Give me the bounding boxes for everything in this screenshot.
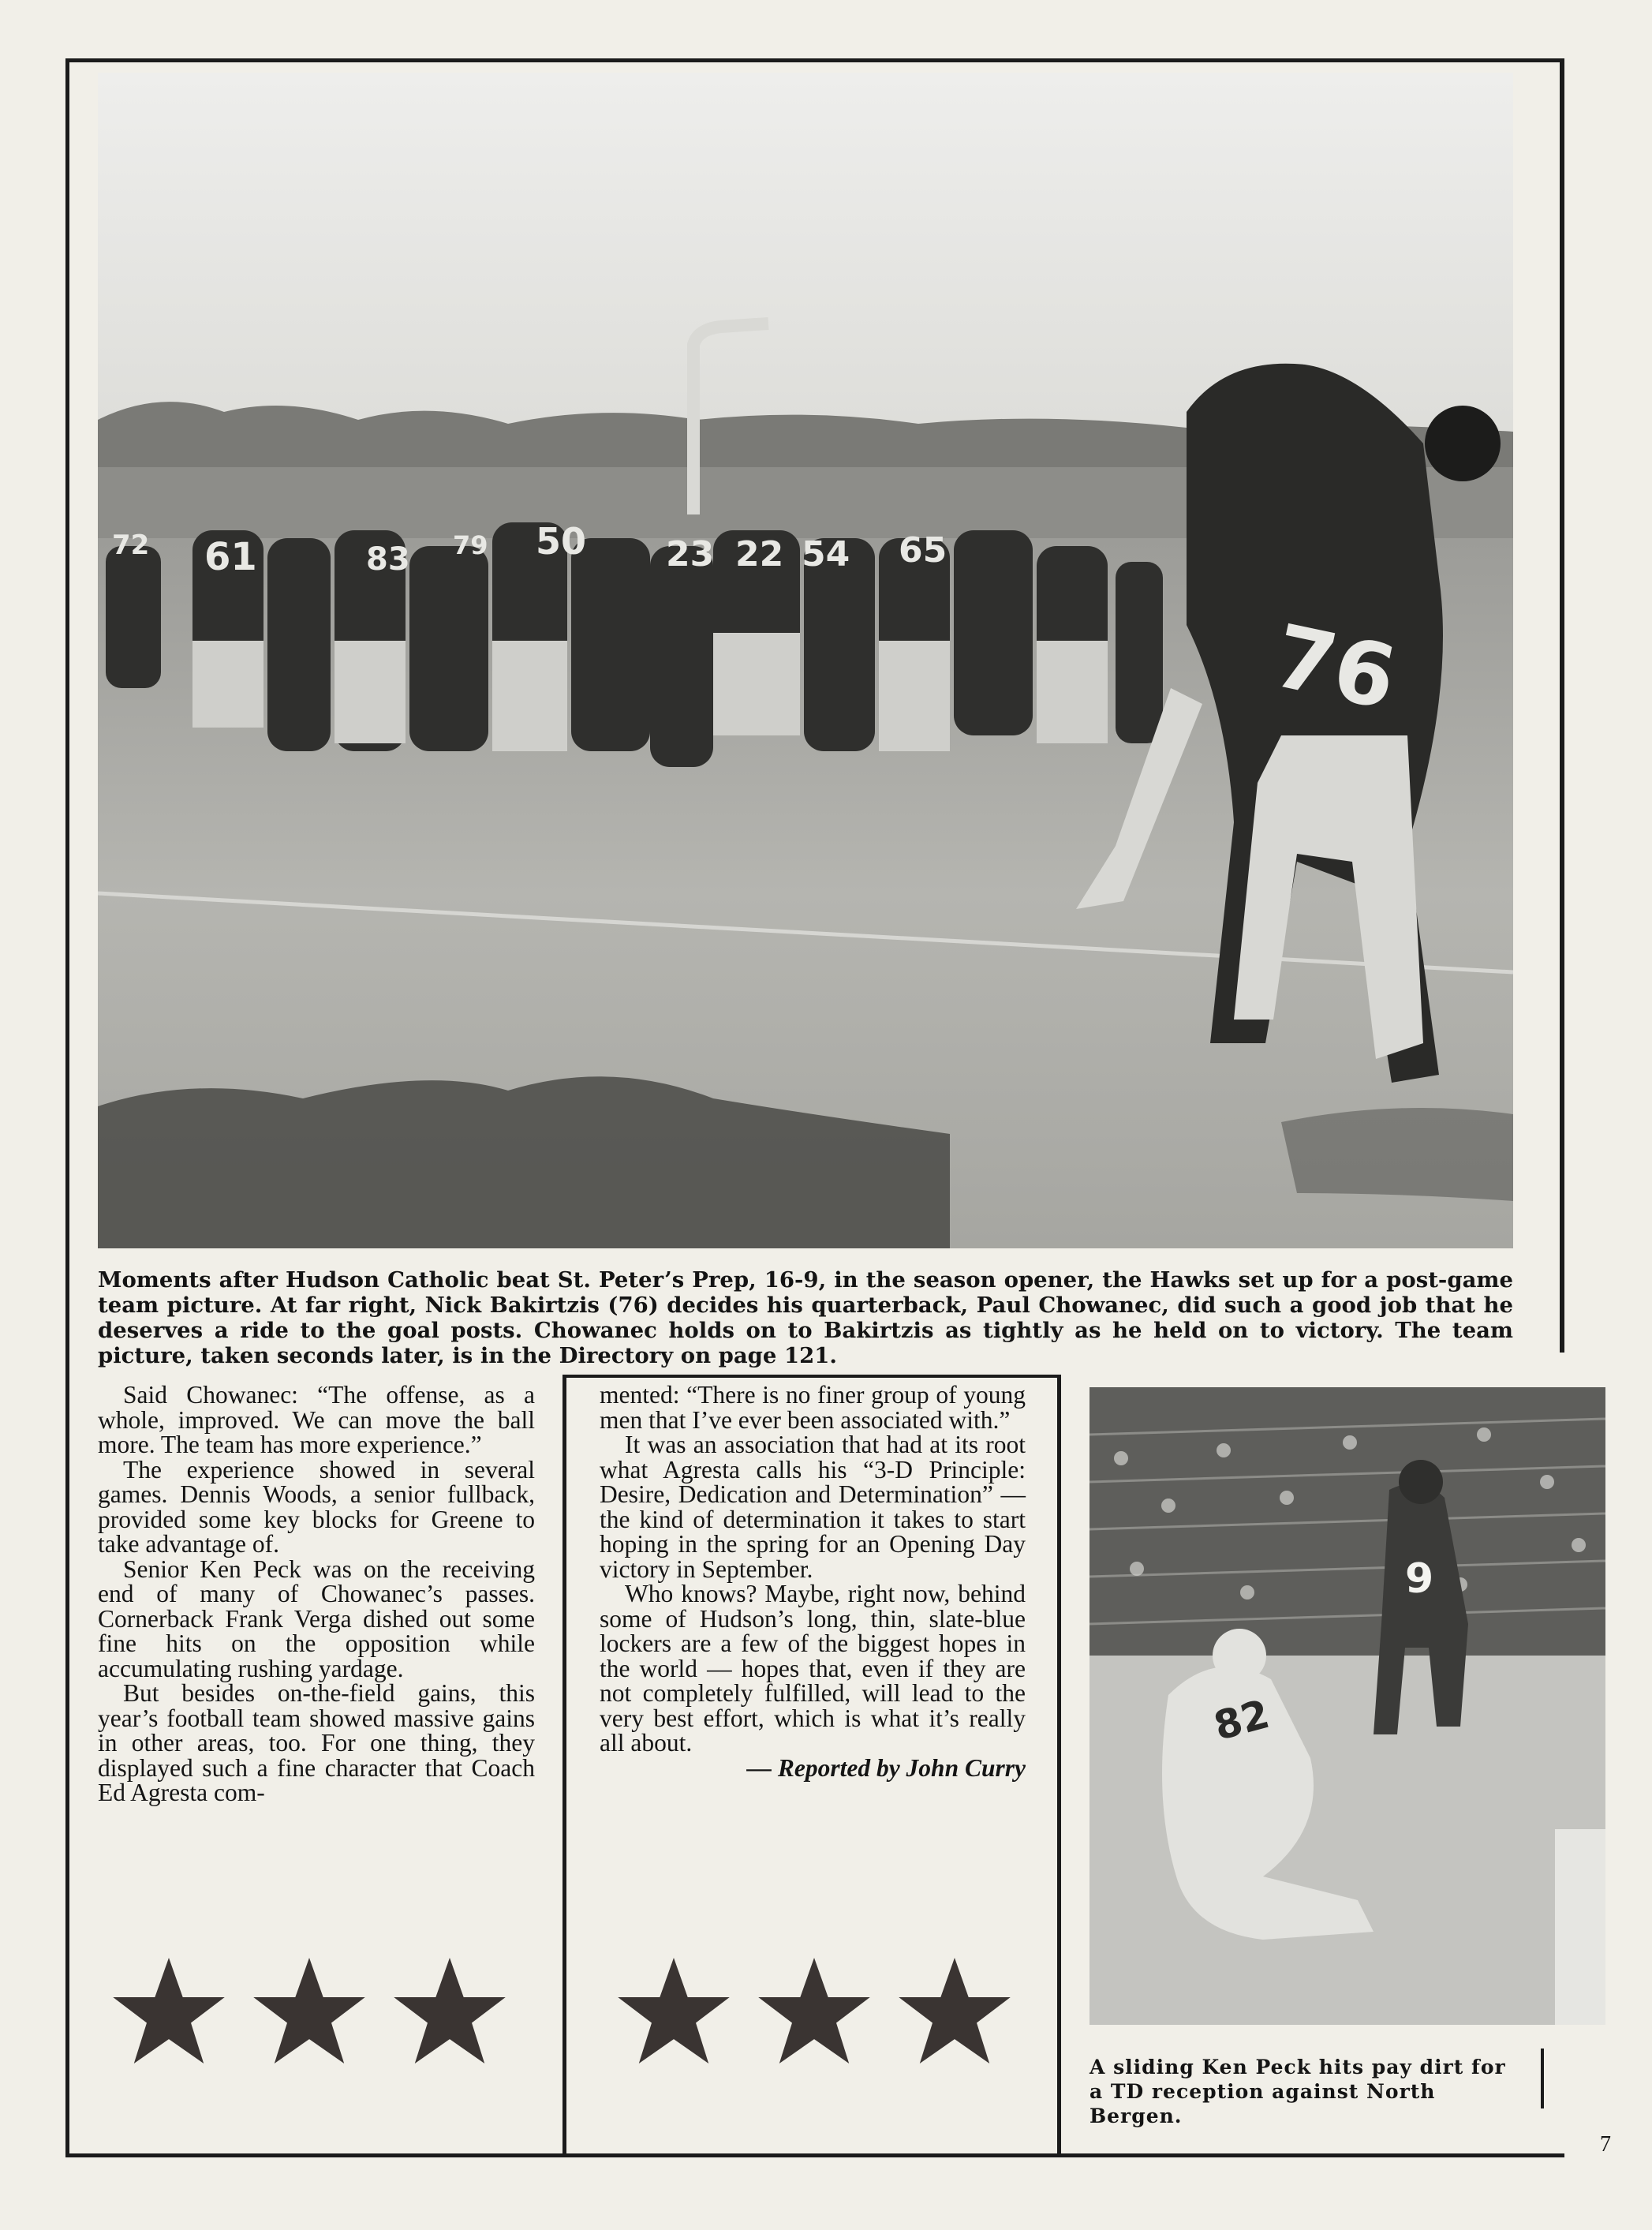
jersey-76: 76 (1265, 605, 1405, 730)
paragraph: mented: “There is no finer group of young men that I’ve ever been associated with.” (600, 1381, 1026, 1434)
paragraph: Senior Ken Peck was on the receiving end of many of Chowanec’s passes. Cornerback Frank Verga dished out some fine hits on the opposition while accumulating rushing yardage. (98, 1555, 535, 1682)
jersey-61: 61 (204, 535, 257, 579)
jersey-23: 23 (666, 534, 715, 574)
paragraph: Who knows? Maybe, right now, behind some of Hudson’s long, thin, slate-blue lockers are a few of the biggest hopes in the world — hopes that, even if they are not completely fulfilled, will lead to the very best effort, which is what it’s really all about. (600, 1580, 1026, 1757)
column-top-rule (563, 1375, 1061, 1378)
star-icon (251, 1955, 368, 2066)
jersey-54: 54 (802, 534, 850, 574)
frame-rule-right (1560, 58, 1564, 1353)
main-photo-caption: Moments after Hudson Catholic beat St. Peter’s Prep, 16-9, in the season opener, the Hawks set up for a post-game team picture. At far right, Nick Bakirtzis (76) decides his quarterback, Paul Chowanec, did such a good job that he deserves a ride to the goal posts. Chowanec holds on to Bakirtzis as tightly as he held on to victory. The team picture, taken seconds later, is in the Directory on page 121. (98, 1267, 1513, 1368)
main-photo-image (98, 73, 1513, 1248)
paragraph: The experience showed in several games. Dennis Woods, a senior fullback, provided some key blocks for Greene to take advantage of. (98, 1455, 535, 1558)
jersey-9: 9 (1405, 1555, 1434, 1603)
star-ornament-left (110, 1955, 508, 2066)
paragraph: But besides on-the-field gains, this year’s football team showed massive gains in other areas, too. For one thing, they displayed such a fine character that Coach Ed Agresta com- (98, 1679, 535, 1806)
paragraph: Said Chowanec: “The offense, as a whole, improved. We can move the ball more. The team has more experience.” (98, 1381, 535, 1458)
jersey-82: 82 (1209, 1690, 1274, 1750)
jersey-22: 22 (735, 534, 784, 574)
caption-rule (1541, 2049, 1544, 2108)
side-photo-image (1089, 1387, 1605, 2025)
byline: — Reported by John Curry (746, 1753, 1026, 1782)
star-icon (756, 1955, 873, 2066)
article-column-2 (600, 1383, 1026, 1780)
star-icon (615, 1955, 732, 2066)
column-rule-1 (563, 1375, 566, 2156)
jersey-65: 65 (899, 530, 947, 571)
side-photo (1089, 1387, 1605, 2025)
paragraph: It was an association that had at its root what Agresta calls his “3-D Principle: Desire, Dedication and Determination” — the kind of determination it takes to start hoping in the spring for an Opening Day victory in September. (600, 1431, 1026, 1583)
star-icon (391, 1955, 508, 2066)
star-icon (110, 1955, 227, 2066)
article-column-1 (98, 1383, 535, 1805)
jersey-79: 79 (453, 530, 488, 560)
jersey-83: 83 (366, 541, 410, 578)
column-rule-2 (1057, 1375, 1061, 2156)
star-ornament-right (615, 1955, 1013, 2066)
page-number: 7 (1600, 2132, 1611, 2157)
jersey-72: 72 (112, 529, 150, 561)
main-photo (98, 73, 1513, 1248)
star-icon (896, 1955, 1013, 2066)
side-photo-caption: A sliding Ken Peck hits pay dirt for a TD reception against North Bergen. (1089, 2056, 1506, 2127)
jersey-50: 50 (536, 520, 587, 563)
